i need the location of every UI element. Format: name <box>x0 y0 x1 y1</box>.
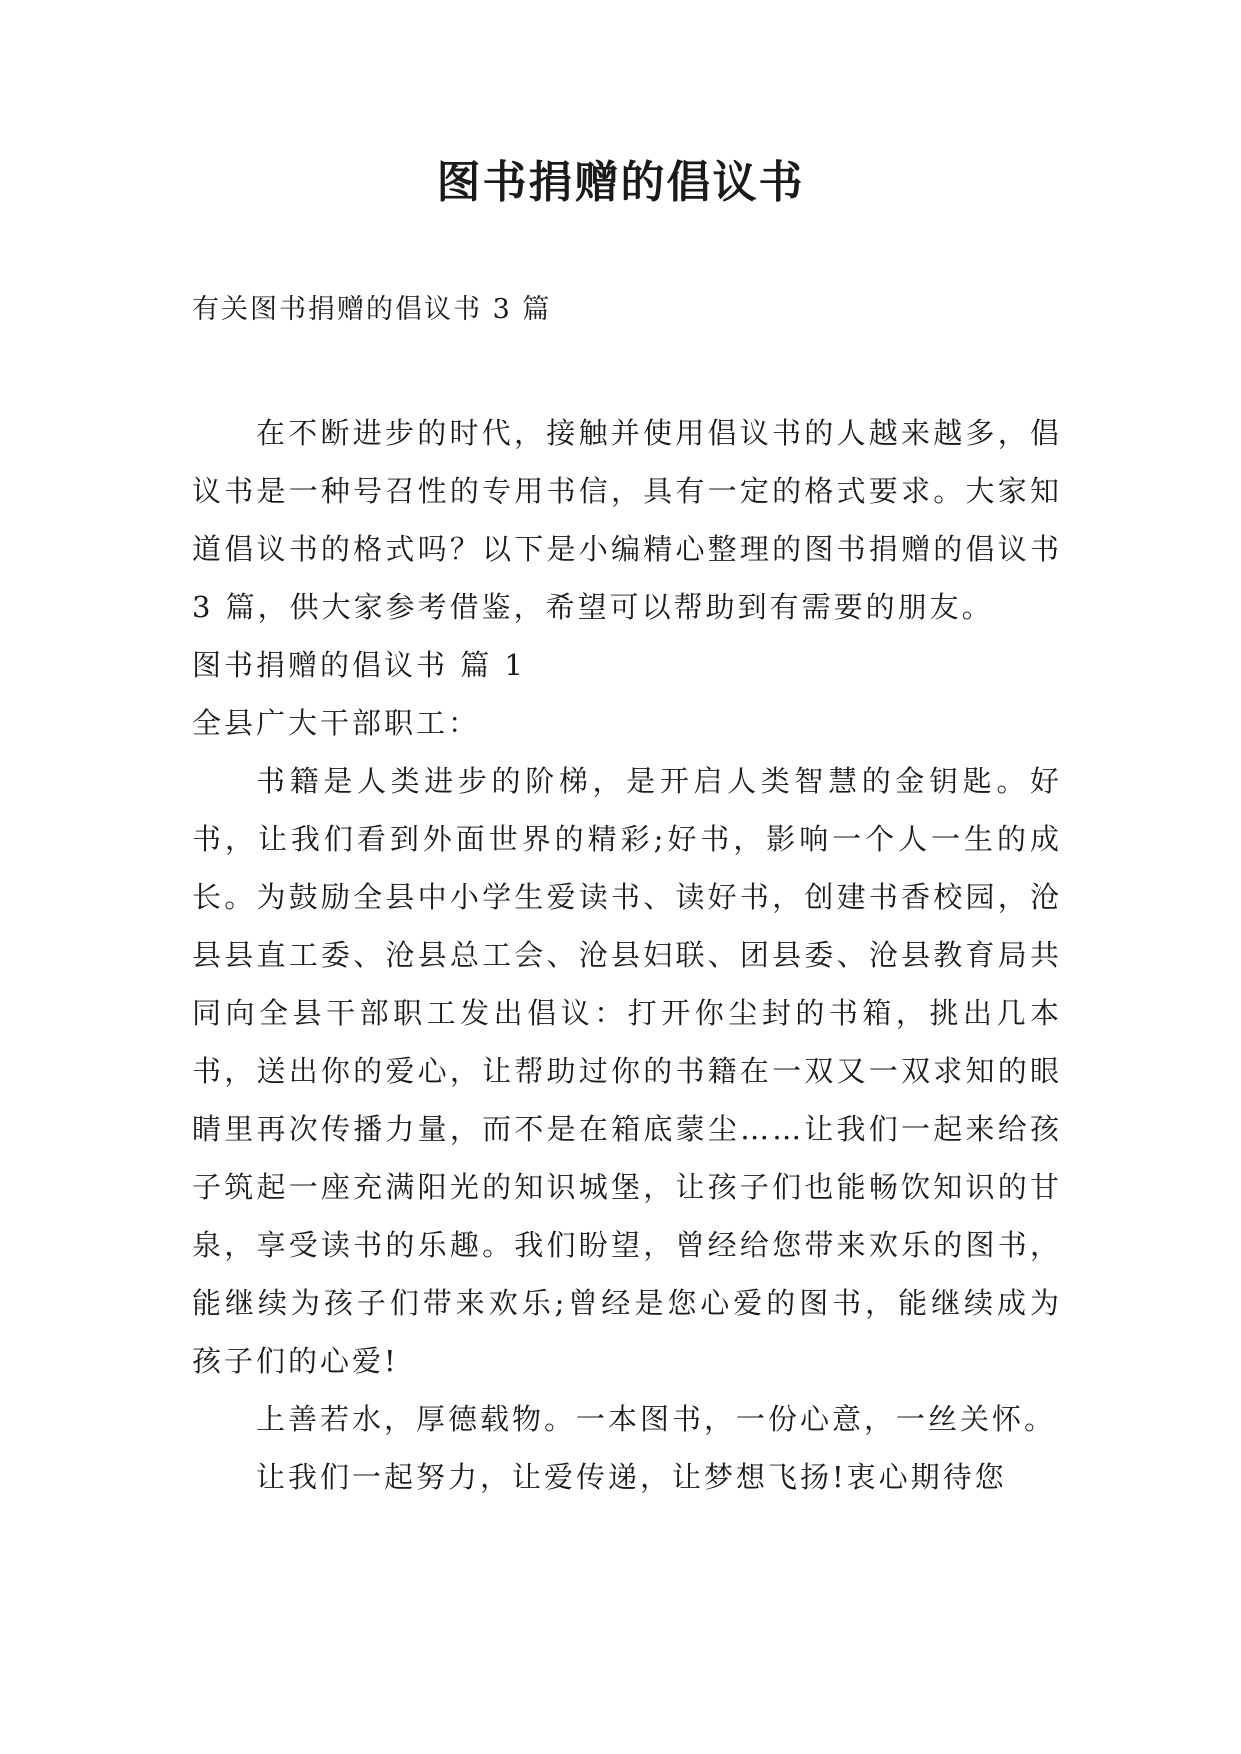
body-paragraph-3: 让我们一起努力，让爱传递，让梦想飞扬!衷心期待您 <box>256 1460 1007 1494</box>
page-title: 图书捐赠的倡议书 <box>436 157 805 208</box>
body-paragraph-1: 书籍是人类进步的阶梯，是开启人类智慧的金钥匙。好书，让我们看到外面世界的精彩;好书，影响一个人一生的成长。为鼓励全县中小学生爱读书、读好书，创建书香校园，沧县县直工委、沧县总工会、沧县妇联、团县委、沧县教育局共同向全县干部职工发出倡议：打开你尘封的书箱，挑出几本书，送出你的爱心，让帮助过你的书籍在一双又一双求知的眼睛里再次传播力量，而不是在箱底蒙尘……让我们一起来给孩子筑起一座充满阳光的知识城堡，让孩子们也能畅饮知识的甘泉，享受读书的乐趣。我们盼望，曾经给您带来欢乐的图书，能继续为孩子们带来欢乐;曾经是您心爱的图书，能继续成为孩子们的心爱! <box>192 764 1062 1378</box>
document-subtitle: 有关图书捐赠的倡议书 3 篇 <box>192 294 552 325</box>
intro-paragraph: 在不断进步的时代，接触并使用倡议书的人越来越多，倡议书是一种号召性的专用书信，具有一定的格式要求。大家知道倡议书的格式吗？以下是小编精心整理的图书捐赠的倡议书 3 篇，供大家参考借鉴，希望可以帮助到有需要的朋友。 <box>192 416 1062 624</box>
salutation: 全县广大干部职工： <box>192 706 481 740</box>
document-body <box>192 404 1062 1506</box>
body-paragraph-2: 上善若水，厚德载物。一本图书，一份心意，一丝关怀。 <box>256 1402 1057 1436</box>
section-heading: 图书捐赠的倡议书 篇 1 <box>192 648 526 682</box>
